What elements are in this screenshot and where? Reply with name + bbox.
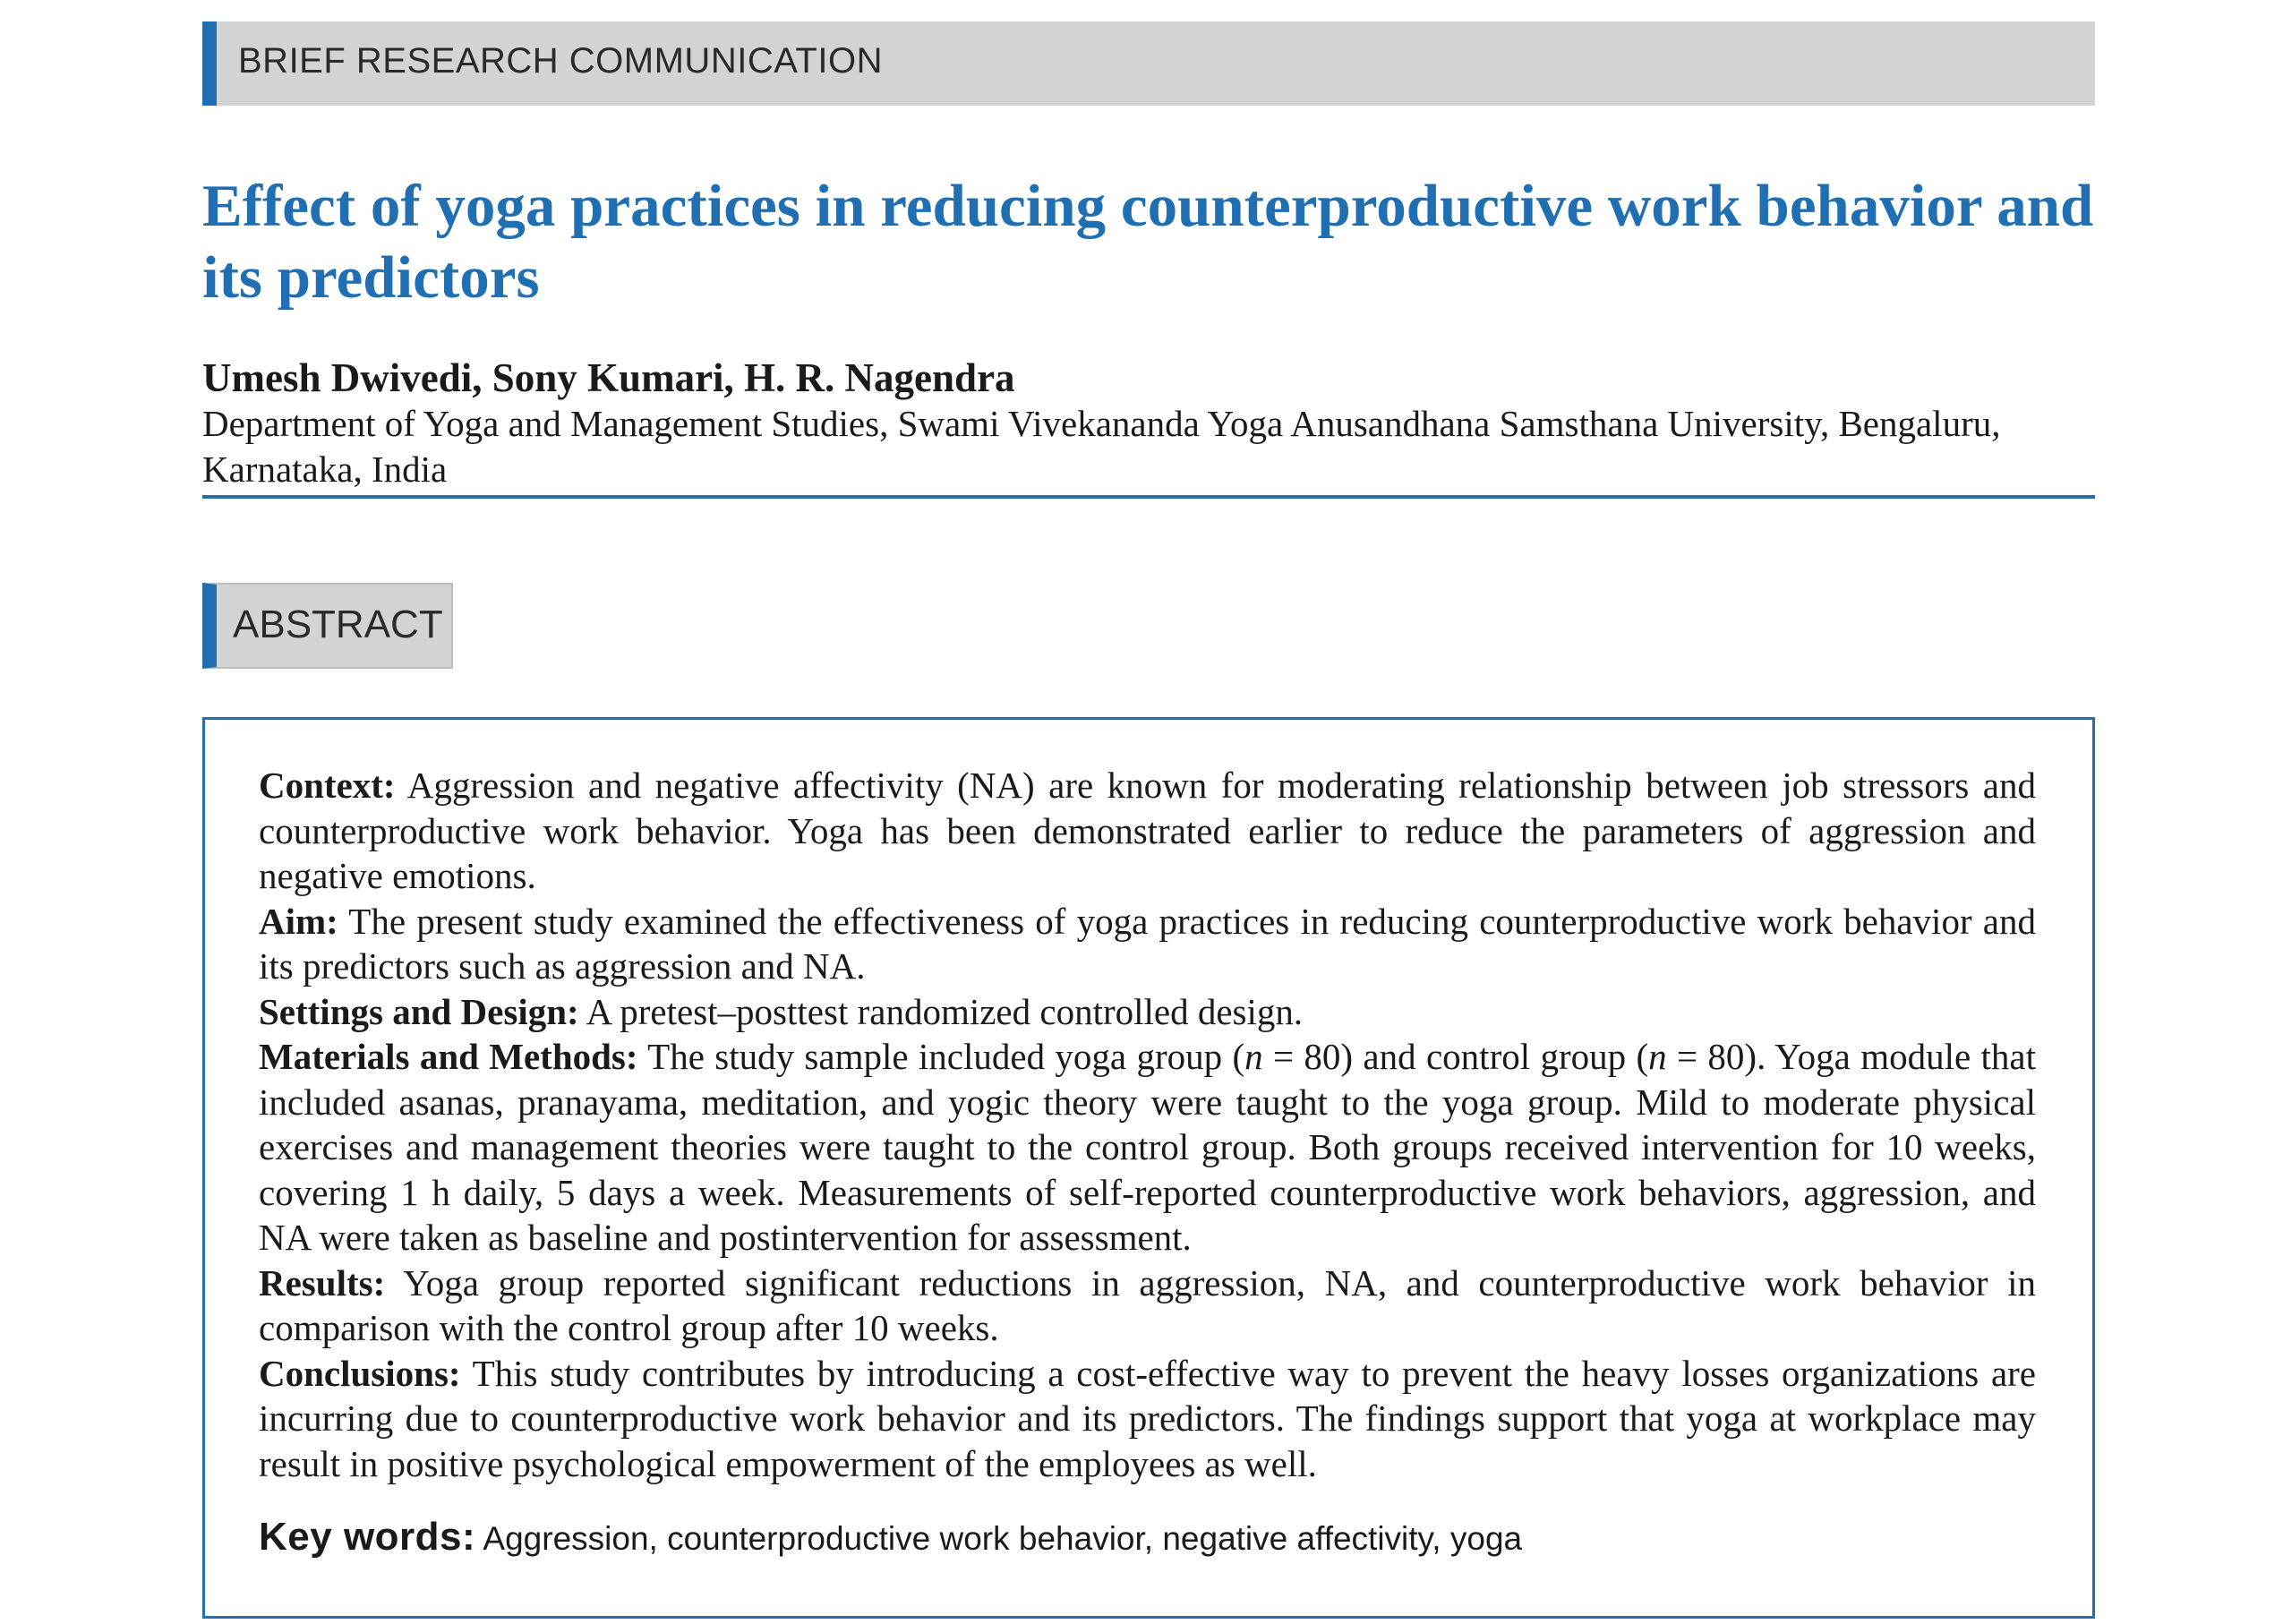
header-divider [202,495,2095,499]
abstract-heading-tab [202,583,453,669]
abstract-heading: ABSTRACT [233,603,443,646]
abstract-context [259,763,2036,899]
author-list: Umesh Dwivedi, Sony Kumari, H. R. Nagendra [202,355,1015,400]
methods-n-control: n [1648,1036,1667,1077]
aim-label: Aim: [259,900,338,942]
context-label: Context: [259,765,396,806]
abstract-box [202,717,2095,1619]
conclusions-text: This study contributes by introducing a cost-effective way to prevent the heavy losses organizations are incurring due to counterproductive work behavior and its predictors. The findings support that yoga at workplace may result in positive psychological empowerment of the employees as well. [259,1352,2036,1484]
abstract-settings [259,989,2036,1035]
context-text: Aggression and negative affectivity (NA) are known for moderating relationship between job stressors and counterproductive work behavior. Yoga has been demonstrated earlier to reduce the parameters of aggression and negative emotions. [259,765,2036,896]
abstract-results [259,1261,2036,1351]
methods-label: Materials and Methods: [259,1036,638,1077]
methods-text-1: The study sample included yoga group ( [647,1036,1245,1077]
section-label: BRIEF RESEARCH COMMUNICATION [238,41,883,81]
conclusions-label: Conclusions: [259,1352,461,1394]
section-banner [202,21,2095,106]
methods-n-yoga: n [1244,1036,1263,1077]
abstract-conclusions [259,1351,2036,1487]
results-label: Results: [259,1261,386,1303]
settings-text: A pretest–posttest randomized controlled design. [586,990,1304,1032]
keywords-text: Aggression, counterproductive work behavior, negative affectivity, yoga [483,1520,1523,1557]
keywords-line [259,1515,2040,1560]
methods-text-2: = 80) and control group ( [1262,1036,1649,1077]
keywords-label: Key words: [259,1515,476,1559]
abstract-body [259,763,2036,1486]
aim-text: The present study examined the effectiveness of yoga practices in reducing counterproductive work behavior and its predictors such as aggression and NA. [259,900,2037,987]
article-title: Effect of yoga practices in reducing counterproductive work behavior and its predictors [202,173,2094,311]
results-text: Yoga group reported significant reductions in aggression, NA, and counterproductive work behavior in comparison with the control group after 10 weeks. [259,1261,2037,1348]
author-affiliation: Department of Yoga and Management Studies, Swami Vivekananda Yoga Anusandhana Samsthana University, Bengaluru, Karnataka, India [202,403,2001,490]
abstract-aim [259,899,2036,989]
abstract-methods [259,1034,2036,1261]
methods-text-3: = 80). Yoga module that included asanas, pranayama, meditation, and yogic theory were taught to the yoga group. Mild to moderate physical exercises and management theories were taught to the control group. Both groups received intervention for 10 weeks, covering 1 h daily, 5 days a week. Measurements of self-reported counterproductive work behaviors, aggression, and NA were taken as baseline and postintervention for assessment. [259,1036,2036,1258]
settings-label: Settings and Design: [259,990,579,1032]
